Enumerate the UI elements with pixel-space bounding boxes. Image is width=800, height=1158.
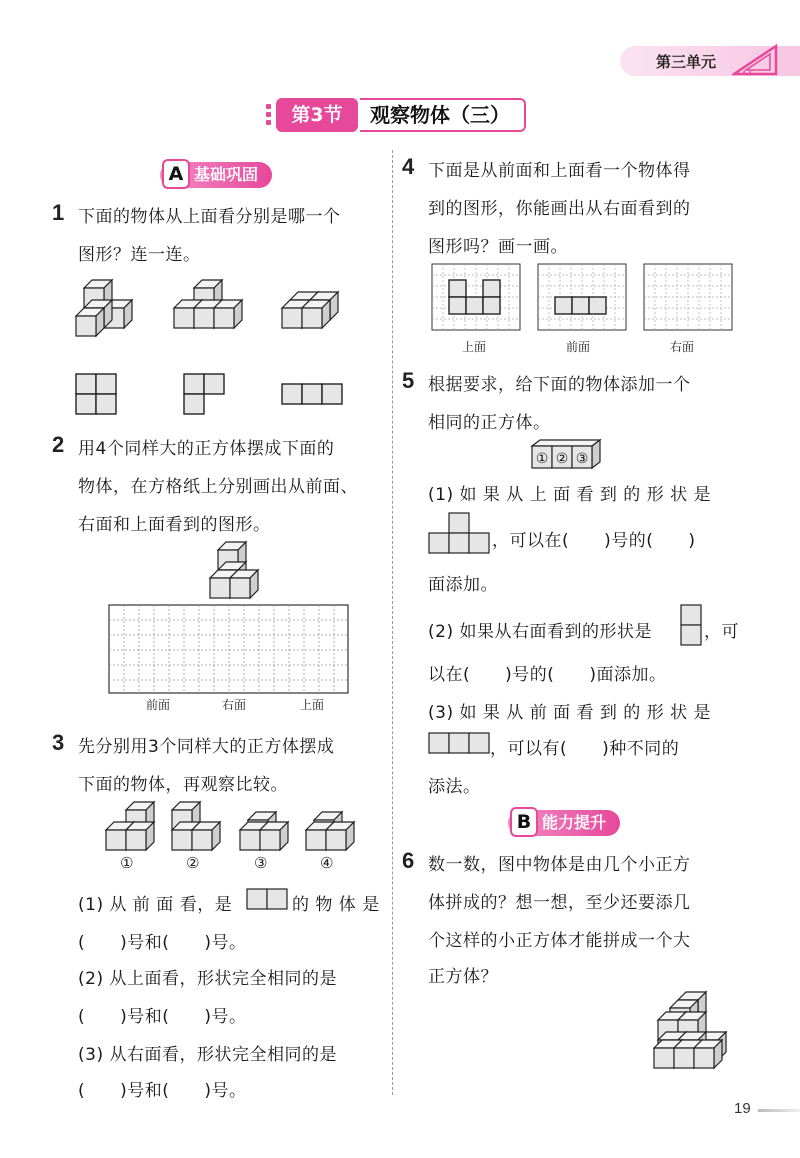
section-a-letter: A xyxy=(162,159,190,189)
q5-sub3-c: 添法。 xyxy=(428,777,481,797)
q5-cube-3: ③ xyxy=(575,451,589,467)
q3-label-1: ① xyxy=(120,854,134,872)
section-b-label: 能力提升 xyxy=(542,813,607,832)
q3-sub3-b: ( )号和( )号。 xyxy=(78,1081,247,1101)
q4-grid-front xyxy=(538,264,626,330)
q5-sub1-shape xyxy=(428,512,490,554)
q3-sub2-a: (2) 从上面看，形状完全相同的是 xyxy=(78,969,337,989)
q6-object xyxy=(652,990,732,1070)
q1-line-1: 下面的物体从上面看分别是哪一个 xyxy=(78,207,341,227)
q2-caption-right: 右面 xyxy=(222,698,247,712)
q5-number: 5 xyxy=(402,368,415,393)
q1-top-views xyxy=(70,370,370,416)
page-number-line xyxy=(758,1109,800,1112)
q2-line-1: 用4个同样大的正方体摆成下面的 xyxy=(78,439,335,459)
ruler-triangle-icon xyxy=(732,44,780,76)
q3-number: 3 xyxy=(52,730,65,755)
q4-line-3: 图形吗？画一画。 xyxy=(428,237,568,257)
q3-object-1 xyxy=(106,802,154,850)
q5-object xyxy=(530,438,604,470)
q2-caption-front: 前面 xyxy=(146,698,171,712)
q3-sub1-a: (1) 从 前 面 看，是 xyxy=(78,895,233,915)
q6-line-2: 体拼成的？想一想，至少还要添几 xyxy=(428,893,691,913)
q3-label-3: ③ xyxy=(254,854,268,872)
q3-object-4 xyxy=(306,812,354,850)
q5-sub2-a: (2) 如果从右面看到的形状是 xyxy=(428,622,652,642)
q3-object-3 xyxy=(240,812,288,850)
section-b-letter: B xyxy=(510,807,538,837)
q1-object-2 xyxy=(174,280,242,328)
q2-number: 2 xyxy=(52,432,65,457)
q2-line-2: 物体，在方格纸上分别画出从前面、 xyxy=(78,477,358,497)
q4-grids xyxy=(430,262,736,334)
q5-sub3-shape xyxy=(428,732,490,754)
q5-sub2-b: ，可 xyxy=(704,622,739,642)
q3-label-2: ② xyxy=(186,854,200,872)
q6-line-4: 正方体？ xyxy=(428,967,498,987)
q3-label-4: ④ xyxy=(320,854,334,872)
q3-objects xyxy=(100,800,360,856)
q3-line-2: 下面的物体，再观察比较。 xyxy=(78,775,288,795)
q5-line-2: 相同的正方体。 xyxy=(428,413,551,433)
column-divider xyxy=(392,150,393,1095)
section-a-label: 基础巩固 xyxy=(194,165,259,184)
q3-sub1-shape xyxy=(246,888,288,910)
q5-cube-2: ② xyxy=(555,451,569,467)
q3-sub1-b: 的 物 体 是 xyxy=(292,895,380,915)
q1-object-1 xyxy=(76,280,132,336)
title-badge: 第3节 xyxy=(276,98,358,132)
q2-caption-top: 上面 xyxy=(300,698,325,712)
section-title xyxy=(266,98,526,132)
q4-caption-right: 右面 xyxy=(670,340,695,354)
q2-object xyxy=(204,540,264,602)
q4-caption-front: 前面 xyxy=(566,340,591,354)
q5-sub3-a: (3) 如 果 从 前 面 看 到 的 形 状 是 xyxy=(428,703,712,723)
unit-label: 第三单元 xyxy=(656,53,717,71)
q2-line-3: 右面和上面看到的图形。 xyxy=(78,515,271,535)
q5-sub1-a: (1) 如 果 从 上 面 看 到 的 形 状 是 xyxy=(428,485,712,505)
q5-cube-1: ① xyxy=(535,451,549,467)
q4-grid-right xyxy=(644,264,732,330)
q3-object-2 xyxy=(172,802,220,850)
q1-line-2: 图形？连一连。 xyxy=(78,245,201,265)
q4-number: 4 xyxy=(402,154,415,179)
q3-line-1: 先分别用3个同样大的正方体摆成 xyxy=(78,737,335,757)
q3-sub2-b: ( )号和( )号。 xyxy=(78,1007,247,1027)
title-main: 观察物体（三） xyxy=(360,98,526,132)
q4-line-1: 下面是从前面和上面看一个物体得 xyxy=(428,161,691,181)
q2-grid-paper xyxy=(108,604,350,696)
section-a-badge xyxy=(160,162,272,188)
q6-line-1: 数一数，图中物体是由几个小正方 xyxy=(428,855,691,875)
q5-sub1-c: 面添加。 xyxy=(428,575,498,595)
unit-tag xyxy=(620,46,800,76)
q5-sub2-shape xyxy=(680,604,704,646)
q5-line-1: 根据要求，给下面的物体添加一个 xyxy=(428,375,691,395)
q3-sub1-c: ( )号和( )号。 xyxy=(78,933,247,953)
q5-sub1-b: ，可以在( )号的( ) xyxy=(492,531,696,551)
q1-number: 1 xyxy=(52,200,65,225)
page-number: 19 xyxy=(734,1100,751,1117)
q4-caption-top: 上面 xyxy=(462,340,487,354)
q5-sub2-c: 以在( )号的( )面添加。 xyxy=(428,665,667,685)
q3-sub3-a: (3) 从右面看，形状完全相同的是 xyxy=(78,1045,337,1065)
section-b-badge xyxy=(508,810,620,836)
q6-number: 6 xyxy=(402,848,415,873)
q4-line-2: 到的图形，你能画出从右面看到的 xyxy=(428,199,691,219)
q1-objects xyxy=(70,278,390,348)
title-dots-icon xyxy=(266,104,274,126)
q6-line-3: 个这样的小正方体才能拼成一个大 xyxy=(428,931,691,951)
q5-sub3-b: ，可以有( )种不同的 xyxy=(490,739,680,759)
q1-object-3 xyxy=(282,292,338,328)
q4-grid-top xyxy=(432,264,520,330)
